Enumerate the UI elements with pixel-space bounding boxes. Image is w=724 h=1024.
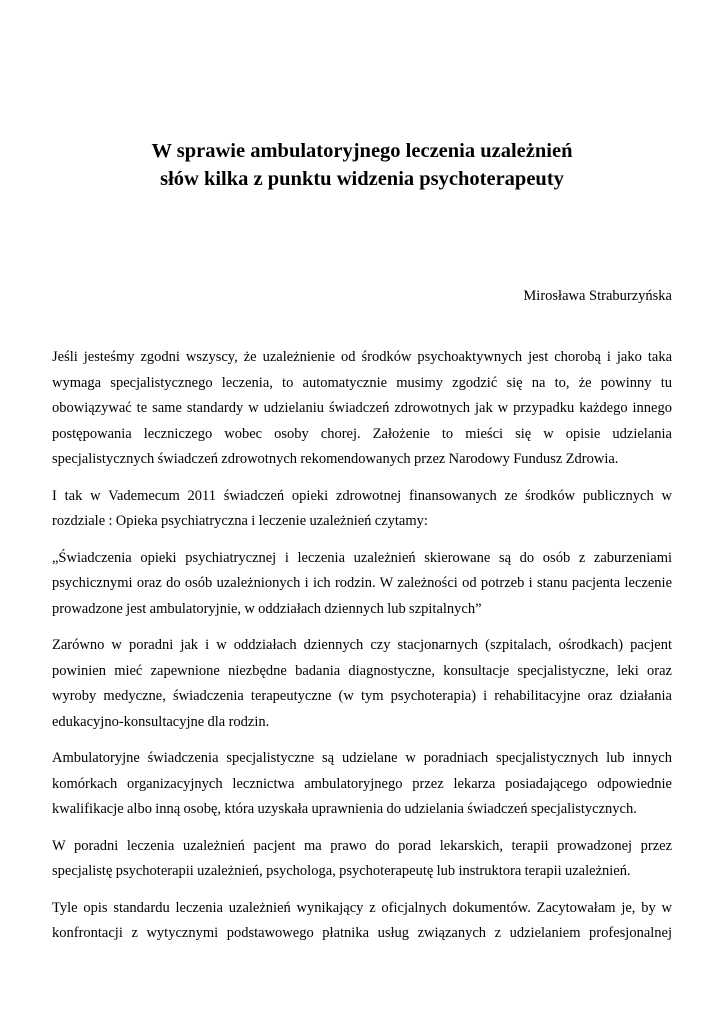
document-title [0, 137, 724, 193]
paragraph-4: Zarówno w poradni jak i w oddziałach dziennych czy stacjonarnych (szpitalach, ośrodkach) pacjent powinien mieć zapewnione niezbędne badania diagnostyczne, konsultacje specjalistyczne, leki oraz wyroby medyczne, świadczenia terapeutyczne (w tym psychoterapia) i rehabilitacyjne oraz działania edukacyjno-konsultacyjne dla rodzin. [52, 637, 672, 730]
paragraph-1: Jeśli jesteśmy zgodni wszyscy, że uzależnienie od środków psychoaktywnych jest chorobą i jako taka wymaga specjalistycznego leczenia, to automatycznie musimy zgodzić się na to, że powinny tu obowiązywać te same standardy w udzielaniu świadczeń zdrowotnych jak w przypadku każdego innego postępowania leczniczego wobec osoby chorej. Założenie to mieści się w opisie udzielania specjalistycznych świadczeń zdrowotnych rekomendowanych przez Narodowy Fundusz Zdrowia. [52, 349, 672, 467]
paragraph-6: W poradni leczenia uzależnień pacjent ma prawo do porad lekarskich, terapii prowadzonej przez specjalistę psychoterapii uzależnień, psychologa, psychoterapeutę lub instruktora terapii uzależnień. [52, 837, 672, 879]
author-name: Mirosława Straburzyńska [523, 288, 672, 304]
paragraph-quote: „Świadczenia opieki psychiatrycznej i leczenia uzależnień skierowane są do osób z zaburzeniami psychicznymi oraz do osób uzależnionych i ich rodzin. W zależności od potrzeb i stanu pacjenta leczenie prowadzone jest ambulatoryjnie, w oddziałach dziennych lub szpitalnych” [52, 549, 672, 617]
paragraph-2: I tak w Vademecum 2011 świadczeń opieki zdrowotnej finansowanych ze środków publicznych w rozdziale : Opieka psychiatryczna i leczenie uzależnień czytamy: [52, 487, 672, 529]
title-line-1: W sprawie ambulatoryjnego leczenia uzależnień [151, 140, 573, 162]
document-body [52, 345, 672, 958]
paragraph-7: Tyle opis standardu leczenia uzależnień wynikający z oficjalnych dokumentów. Zacytowałam je, by w konfrontacji z wytycznymi podstawowego płatnika usług związanych z udzielaniem profesjonalnej [52, 899, 672, 941]
paragraph-5: Ambulatoryjne świadczenia specjalistyczne są udzielane w poradniach specjalistycznych lub innych komórkach organizacyjnych lecznictwa ambulatoryjnego przez lekarza posiadającego odpowiednie kwalifikacje albo inną osobę, która uzyskała uprawnienia do udzielania świadczeń specjalistycznych. [52, 750, 672, 817]
title-line-2: słów kilka z punktu widzenia psychoterapeuty [160, 168, 564, 190]
